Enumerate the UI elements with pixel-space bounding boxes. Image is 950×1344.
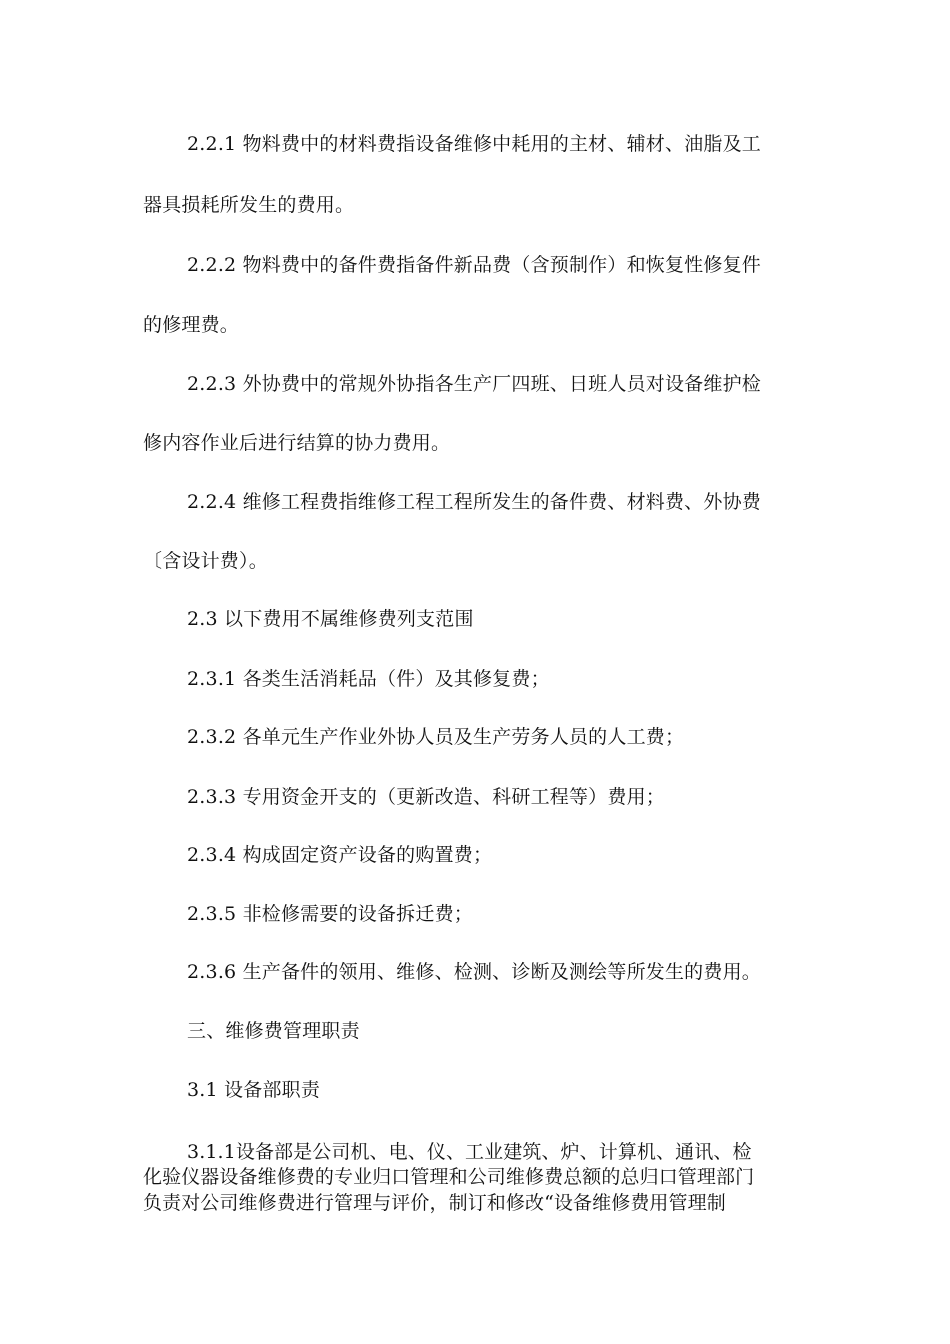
paragraph-3-1-1-line-2: 化验仪器设备维修费的专业归口管理和公司维修费总额的总归口管理部门 xyxy=(143,1166,755,1188)
paragraph-2-2-2-line-2: 的修理费。 xyxy=(143,314,240,336)
item-2-3-1: 2.3.1 各类生活消耗品（件）及其修复费； xyxy=(187,668,550,690)
paragraph-2-2-2-line-1: 2.2.2 物料费中的备件费指备件新品费（含预制作）和恢复性修复件 xyxy=(187,254,761,276)
section-3-1-heading: 3.1 设备部职责 xyxy=(187,1079,321,1101)
section-2-3-heading: 2.3 以下费用不属维修费列支范围 xyxy=(187,608,474,630)
paragraph-2-2-4-line-1: 2.2.4 维修工程费指维修工程工程所发生的备件费、材料费、外协费 xyxy=(187,491,761,513)
section-3-heading: 三、维修费管理职责 xyxy=(187,1020,360,1042)
item-2-3-3: 2.3.3 专用资金开支的（更新改造、科研工程等）费用； xyxy=(187,786,665,808)
paragraph-3-1-1-line-3: 负责对公司维修费进行管理与评价，制订和修改“设备维修费用管理制 xyxy=(143,1192,726,1214)
paragraph-2-2-4-line-2: 〔含设计费）。 xyxy=(143,550,268,572)
item-2-3-5: 2.3.5 非检修需要的设备拆迁费； xyxy=(187,903,473,925)
item-2-3-6: 2.3.6 生产备件的领用、维修、检测、诊断及测绘等所发生的费用。 xyxy=(187,961,761,983)
paragraph-2-2-3-line-1: 2.2.3 外协费中的常规外协指各生产厂四班、日班人员对设备维护检 xyxy=(187,373,761,395)
item-2-3-4: 2.3.4 构成固定资产设备的购置费； xyxy=(187,844,493,866)
paragraph-2-2-1-line-2: 器具损耗所发生的费用。 xyxy=(143,194,355,216)
item-2-3-2: 2.3.2 各单元生产作业外协人员及生产劳务人员的人工费； xyxy=(187,726,685,748)
paragraph-3-1-1-line-1: 3.1.1设备部是公司机、电、仪、工业建筑、炉、计算机、通讯、检 xyxy=(187,1141,752,1163)
paragraph-2-2-3-line-2: 修内容作业后进行结算的协力费用。 xyxy=(143,432,451,454)
paragraph-2-2-1-line-1: 2.2.1 物料费中的材料费指设备维修中耗用的主材、辅材、油脂及工 xyxy=(187,133,761,155)
